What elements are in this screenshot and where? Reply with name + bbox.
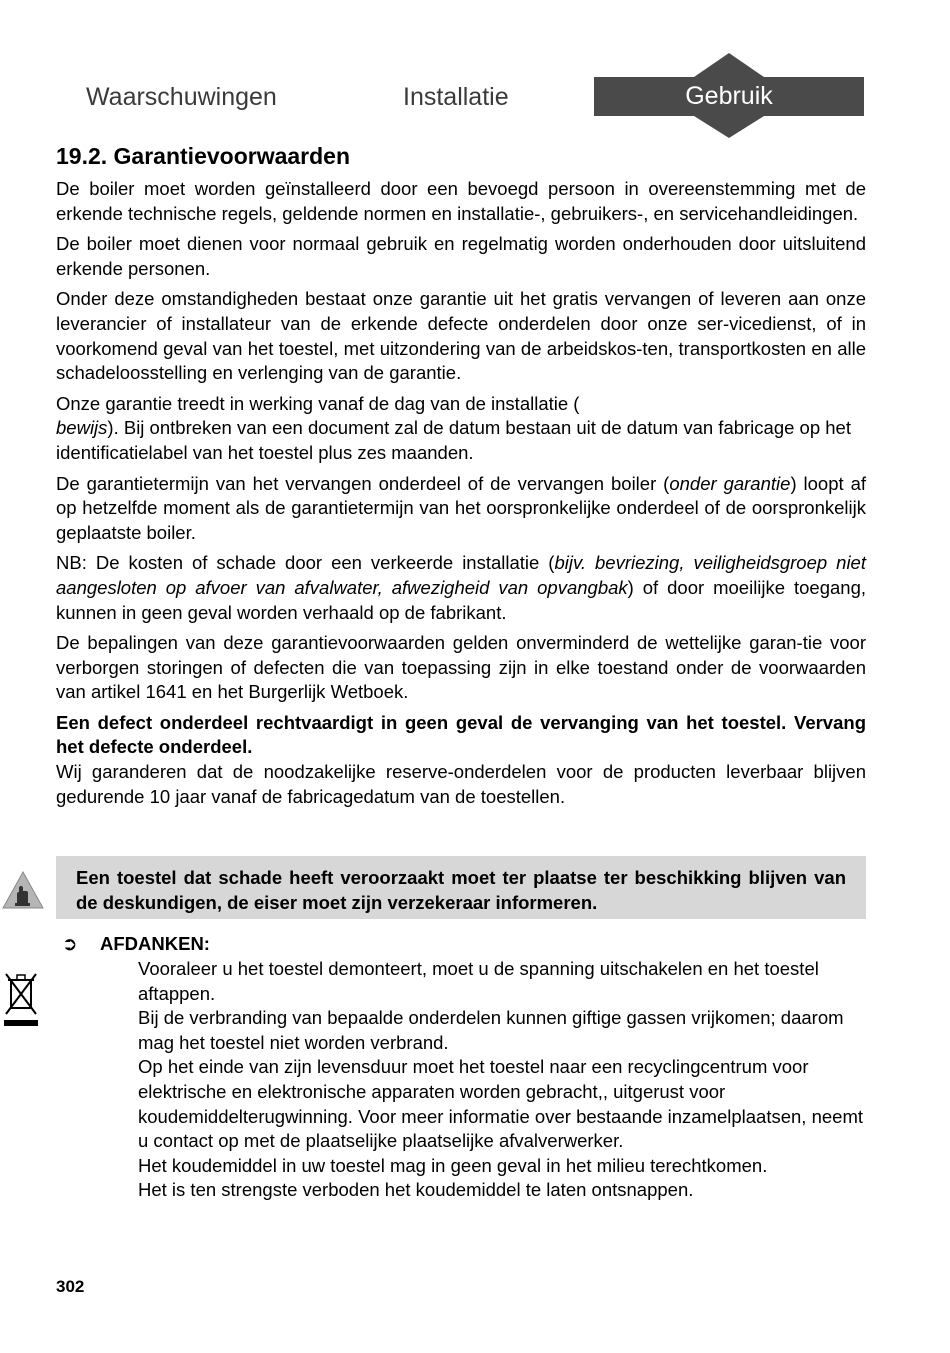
paragraph-term-a: De garantietermijn van het vervangen onderdeel of de vervangen boiler ( bbox=[56, 472, 670, 494]
paragraph-installation: De boiler moet worden geïnstalleerd door een bevoegd persoon in overeenstemming met de erkende technische regels, geldende normen en installatie-, gebruikers-, en servicehandleidingen. bbox=[56, 178, 866, 224]
paragraph-defect-bold: Een defect onderdeel rechtvaardigt in geen geval de vervanging van het toestel. Vervang het defecte onderdeel. bbox=[56, 711, 866, 758]
warning-box bbox=[56, 856, 866, 919]
afdanken-body bbox=[138, 957, 868, 1203]
crossed-bin-icon bbox=[2, 970, 40, 1028]
paragraph-term bbox=[56, 472, 866, 546]
paragraph-legal: De bepalingen van deze garantievoorwaarden gelden onverminderd de wettelijke garan-tie voor verborgen storingen of defecten die van toepassing zijn in elke toestand onder de voorwaarden van artikel 1641 en het Burgerlijk Wetboek. bbox=[56, 632, 866, 703]
afdanken-line-2: Bij de verbranding van bepaalde onderdelen kunnen giftige gassen vrijkomen; daarom mag het toestel niet worden verbrand. bbox=[138, 1007, 844, 1053]
tab-installatie[interactable]: Installatie bbox=[403, 83, 509, 111]
afdanken-line-5: Het is ten strengste verboden het koudemiddel te laten ontsnappen. bbox=[138, 1179, 694, 1201]
page-number: 302 bbox=[56, 1277, 85, 1296]
paragraph-start-line1: Onze garantie treedt in werking vanaf de dag van de installatie ( bbox=[56, 392, 580, 414]
paragraph-start-rest: ). Bij ontbreken van een document zal de datum bestaan uit de datum van fabricage op het identificatielabel van het toestel plus zes maanden. bbox=[56, 417, 851, 463]
tab-gebruik[interactable] bbox=[594, 53, 864, 137]
paragraph-term-italic: onder garantie bbox=[669, 472, 791, 494]
afdanken-line-3: Op het einde van zijn levensduur moet het toestel naar een recyclingcentrum voor elektrische en elektronische apparaten worden gebracht,, uitgerust voor koudemiddelterugwinning. Voor meer informatie over bestaande inzamelplaatsen, neemt u contact op met de plaatselijke plaatselijke afvalverwerker. bbox=[138, 1056, 864, 1152]
paragraph-start bbox=[56, 392, 866, 466]
paragraph-conditions: Onder deze omstandigheden bestaat onze garantie uit het gratis vervangen of leveren aan onze leverancier of installateur van de erkende defecte onderdelen door onze ser-vicedienst, of in voorkomend geval van het toestel, met uitzondering van de arbeidskos-ten, transportkosten en alle schadeloosstelling en verlenging van de garantie. bbox=[56, 288, 866, 384]
paragraph-start-italic: bewijs bbox=[56, 417, 108, 439]
afdanken-line-1: Vooraleer u het toestel demonteert, moet u de spanning uitschakelen en het toestel aftappen. bbox=[138, 958, 819, 1004]
paragraph-nb-b: ) of door moeilijke toegang, kunnen in geen geval worden verhaald op de fabrikant. bbox=[56, 576, 867, 623]
arrow-bullet-icon: ➲ bbox=[62, 933, 78, 954]
afdanken-line-4: Het koudemiddel in uw toestel mag in geen geval in het milieu terechtkomen. bbox=[138, 1154, 768, 1176]
afdanken-heading-label: AFDANKEN: bbox=[100, 933, 210, 954]
tab-arrow-down bbox=[694, 116, 764, 138]
paragraph-nb-italic: bijv. bevriezing, veiligheidsgroep niet aangesloten op afvoer van afvalwater, afwezigheid van opvangbak bbox=[56, 552, 866, 598]
tab-gebruik-label: Gebruik bbox=[594, 77, 864, 116]
hand-warning-icon bbox=[2, 870, 44, 910]
afdanken-heading bbox=[62, 932, 210, 956]
paragraph-usage: De boiler moet dienen voor normaal gebruik en regelmatig worden onderhouden door uitsluitend erkende personen. bbox=[56, 233, 866, 279]
tab-waarschuwingen[interactable]: Waarschuwingen bbox=[86, 83, 277, 111]
paragraph-spare-parts: Wij garanderen dat de noodzakelijke reserve-onderdelen voor de producten leverbaar blijven gedurende 10 jaar vanaf de fabricagedatum van de toestellen. bbox=[56, 761, 866, 807]
paragraph-nb bbox=[56, 551, 866, 625]
warning-text: Een toestel dat schade heeft veroorzaakt moet ter plaatse ter beschikking blijven van de deskundigen, de eiser moet zijn verzekeraar informeren. bbox=[76, 867, 846, 913]
paragraph-term-b: ) loopt af op hetzelfde moment als de garantietermijn van het oorspronkelijke onderdeel of de oorspronkelijk geplaatste boiler. bbox=[56, 472, 866, 543]
paragraph-nb-a: NB: De kosten of schade door een verkeerde installatie ( bbox=[56, 552, 555, 574]
section-title: 19.2. Garantievoorwaarden bbox=[56, 143, 351, 169]
section-body bbox=[56, 177, 866, 815]
tab-arrow-up bbox=[694, 53, 764, 77]
